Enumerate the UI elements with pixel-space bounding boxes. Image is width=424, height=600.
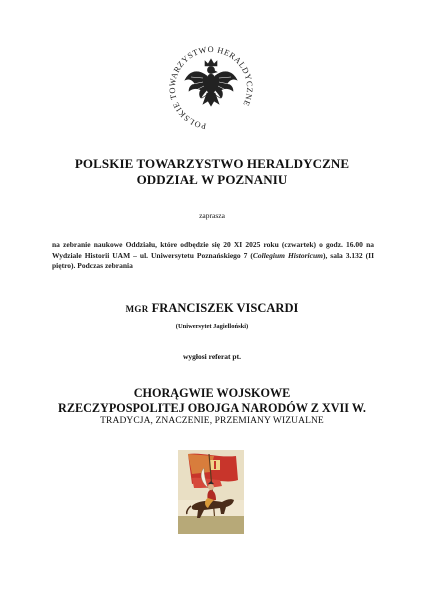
meeting-text-part1: na zebranie naukowe Oddziału, które odbędzie się 20 XI 2025 roku (czwartek) o godz. 16.00 na Wydziale Historii UAM – ul. Uniwersytetu Poznańskiego 7 ( xyxy=(52,240,374,260)
invites-text: zaprasza xyxy=(199,211,225,220)
meeting-text-part2: ), sala 3.132 (II piętro). Podczas zebrania xyxy=(52,250,374,271)
meeting-venue-name: Collegium Historicum xyxy=(252,250,323,260)
banner-horseman-illustration xyxy=(178,450,244,534)
speaker-line xyxy=(0,301,424,316)
banner-horseman-icon xyxy=(178,450,244,534)
eagle-icon xyxy=(185,59,237,106)
speaker-affiliation: (Uniwersytet Jagielloński) xyxy=(175,323,249,330)
speaker-name: FRANCISZEK VISCARDI xyxy=(151,301,299,315)
meeting-paragraph xyxy=(52,240,374,272)
society-seal-logo xyxy=(168,30,254,138)
lecture-title-line2: RZECZYPOSPOLITEJ OBOJGA NARODÓW Z XVII W. xyxy=(58,401,366,415)
seal-ring-text: POLSKIE TOWARZYSTWO HERALDYCZNE xyxy=(168,44,254,131)
lecture-subtitle: TRADYCJA, ZNACZENIE, PRZEMIANY WIZUALNE xyxy=(100,416,324,426)
speaker-title: MGR xyxy=(125,304,149,314)
lecture-title-line1: CHORĄGWIE WOJSKOWE xyxy=(133,386,291,400)
organization-name: POLSKIE TOWARZYSTWO HERALDYCZNE xyxy=(74,156,350,171)
organization-branch: ODDZIAŁ W POZNANIU xyxy=(136,172,288,187)
lecture-intro: wygłosi referat pt. xyxy=(183,352,241,361)
